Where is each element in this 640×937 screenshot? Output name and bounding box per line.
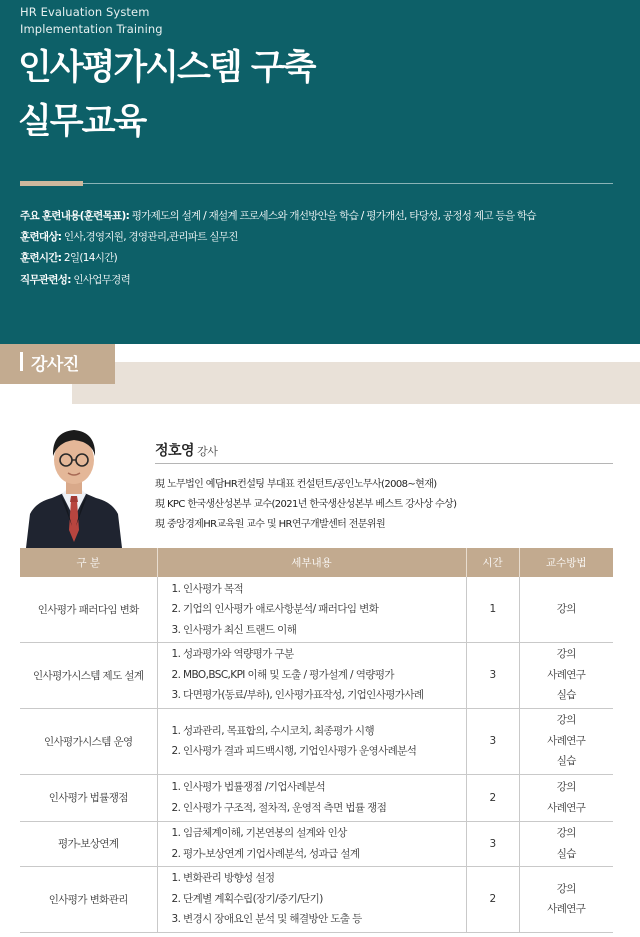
table-row (20, 642, 613, 708)
row-method (519, 577, 613, 642)
row-category: 인사평가 패러다임 변화 (20, 577, 157, 642)
row-hours: 3 (466, 821, 519, 866)
info-value: 인사,경영지원, 경영관리,관리파트 실무진 (61, 231, 238, 243)
detail-line: 2. MBO,BSC,KPI 이해 및 도출 / 평가설계 / 역량평가 (171, 668, 394, 681)
row-method (519, 774, 613, 821)
info-training-content (20, 208, 536, 223)
instructor-name-text: 정호영 (155, 443, 195, 459)
instructor-credential: 現 중앙경제HR교육원 교수 및 HR연구개발센터 전문위원 (155, 519, 386, 530)
method-line: 실습 (556, 847, 576, 860)
instructor-title: 강사 (197, 445, 218, 458)
title-divider (83, 183, 613, 184)
info-value: 2일(14시간) (61, 252, 117, 264)
instructor-credential: 現 노무법인 예담HR컨설팅 부대표 컨설턴트/공인노무사(2008~현재) (155, 479, 437, 490)
column-header-category: 구 분 (20, 548, 157, 577)
table-row (20, 577, 613, 642)
row-details (157, 821, 466, 866)
row-details (157, 708, 466, 774)
title-accent-bar (20, 181, 83, 186)
detail-line: 2. 인사평가 구조적, 절차적, 운영적 측면 법률 쟁점 (171, 801, 387, 814)
method-line: 사례연구 (547, 801, 586, 814)
instructor-divider (155, 463, 613, 464)
table-header-row (20, 548, 613, 577)
detail-line: 1. 임금체계이해, 기본연봉의 설계와 인상 (171, 827, 347, 839)
info-key: 훈련시간: (20, 252, 62, 264)
row-hours: 3 (466, 708, 519, 774)
method-line: 사례연구 (547, 903, 586, 915)
row-hours: 2 (466, 774, 519, 821)
row-hours: 2 (466, 866, 519, 932)
method-line: 강의 (556, 648, 576, 661)
detail-line: 1. 변화관리 방향성 설정 (171, 872, 275, 885)
curriculum-table (20, 548, 613, 933)
instructor-photo (22, 418, 126, 548)
detail-line: 2. 평가-보상연계 기업사례분석, 성과급 설계 (171, 847, 360, 860)
info-value: 평가제도의 설계 / 재설계 프로세스와 개선방안을 학습 / 평가개선, 타당성, 공정성 제고 등을 학습 (129, 210, 536, 222)
page-title-line-1: 인사평가시스템 구축 (18, 48, 315, 88)
row-category: 인사평가시스템 제도 설계 (20, 642, 157, 708)
detail-line: 1. 인사평가 목적 (171, 582, 244, 595)
info-relevance (20, 272, 130, 287)
row-method (519, 708, 613, 774)
method-line: 강의 (556, 603, 576, 615)
detail-line: 2. 인사평가 결과 피드백시행, 기업인사평가 운영사례분석 (171, 745, 417, 757)
row-hours: 1 (466, 577, 519, 642)
method-line: 실습 (556, 755, 576, 768)
page-title-line-2: 실무교육 (18, 102, 146, 142)
instructor-name (155, 440, 217, 460)
detail-line: 2. 단계별 계획수립(장기/중기/단기) (171, 892, 323, 905)
detail-line: 3. 다면평가(동료/부하), 인사평가표작성, 기업인사평가사례 (171, 689, 424, 702)
row-category: 인사평가시스템 운영 (20, 708, 157, 774)
row-details (157, 866, 466, 932)
column-header-hours: 시간 (466, 548, 519, 577)
table-row (20, 821, 613, 866)
row-category: 인사평가 변화관리 (20, 866, 157, 932)
english-title-line-1: HR Evaluation System (20, 5, 150, 19)
info-target (20, 229, 238, 244)
header-banner (0, 0, 640, 344)
row-method (519, 642, 613, 708)
row-details (157, 577, 466, 642)
row-category: 인사평가 법률쟁점 (20, 774, 157, 821)
row-method (519, 866, 613, 932)
method-line: 사례연구 (547, 734, 586, 747)
row-method (519, 821, 613, 866)
detail-line: 1. 성과평가와 역량평가 구분 (171, 648, 294, 661)
row-category: 평가-보상연계 (20, 821, 157, 866)
section-title: 강사진 (31, 355, 79, 375)
method-line: 강의 (556, 714, 576, 727)
method-line: 강의 (556, 827, 576, 839)
section-tab-marker (20, 352, 23, 371)
info-value: 인사업무경력 (70, 274, 131, 286)
detail-line: 1. 인사평가 법률쟁점 /기업사례분석 (171, 781, 326, 793)
table-row (20, 866, 613, 932)
method-line: 강의 (556, 882, 576, 895)
row-details (157, 774, 466, 821)
column-header-details: 세부내용 (157, 548, 466, 577)
detail-line: 2. 기업의 인사평가 애로사항분석/ 패러다임 변화 (171, 603, 379, 615)
method-line: 사례연구 (547, 668, 586, 681)
detail-line: 1. 성과관리, 목표합의, 수시코치, 최종평가 시행 (171, 724, 374, 737)
detail-line: 3. 변경시 장애요인 분석 및 해결방안 도출 등 (171, 913, 362, 926)
column-header-method: 교수방법 (519, 548, 613, 577)
info-key: 직무관련성: (20, 274, 71, 286)
table-row (20, 774, 613, 821)
row-hours: 3 (466, 642, 519, 708)
info-duration (20, 250, 117, 265)
info-key: 주요 훈련내용(훈련목표): (20, 210, 130, 222)
table-row (20, 708, 613, 774)
detail-line: 3. 인사평가 최신 트랜드 이해 (171, 623, 297, 636)
method-line: 강의 (556, 781, 576, 793)
method-line: 실습 (556, 689, 576, 702)
row-details (157, 642, 466, 708)
instructor-credential: 現 KPC 한국생산성본부 교수(2021년 한국생산성본부 베스트 강사상 수상) (155, 499, 457, 510)
instructor-portrait-image (22, 418, 126, 548)
section-banner-strip (72, 362, 640, 404)
info-key: 훈련대상: (20, 231, 62, 243)
english-title-line-2: Implementation Training (20, 22, 163, 36)
